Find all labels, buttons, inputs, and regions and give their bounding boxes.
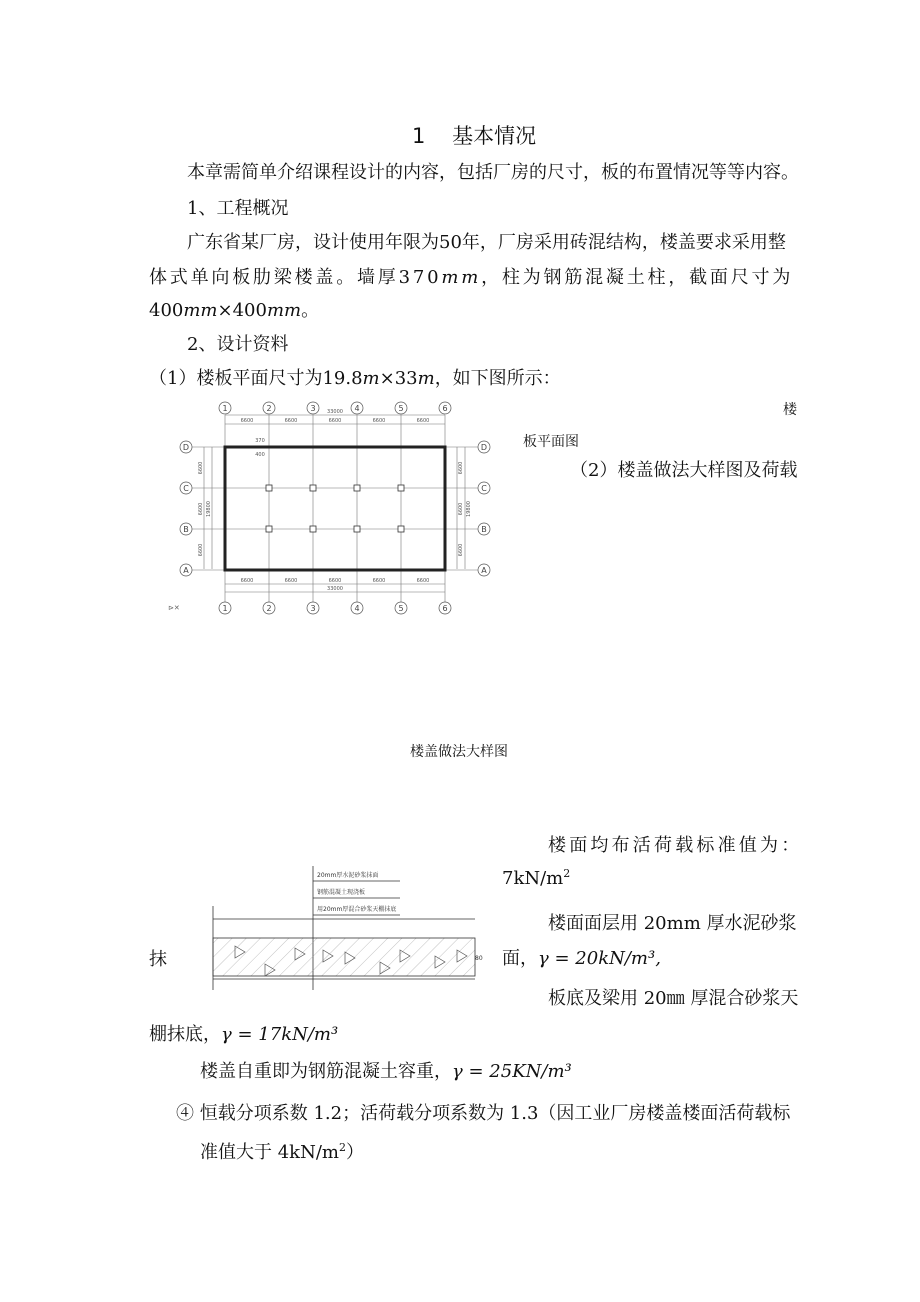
axis-label-x: 1 [222,604,228,613]
section-heading-design: 2、设计资料 [187,334,289,355]
dim-total-bottom: 33000 [327,586,343,592]
dim-left: 6600 [198,502,204,516]
dim-left: 6600 [198,543,204,557]
axis-label-x: 4 [354,604,360,613]
floor-detail-drawing [205,866,490,996]
axis-label-x: 2 [266,404,272,413]
chapter-heading [412,120,536,150]
axis-label-y: C [481,484,487,493]
axis-label-y: D [480,443,488,452]
axis-label-y: A [183,566,189,575]
axis-label-x: 1 [222,404,228,413]
axis-label-x: 4 [354,404,360,413]
layer-label-slab: 钢筋混凝土现浇板 [317,889,366,896]
axis-label-x: 6 [442,404,448,413]
floor-plan-drawing [160,398,510,618]
dim-bottom: 6600 [372,578,386,584]
axis-label-x: 2 [266,604,272,613]
dim-top: 6600 [328,418,342,424]
dim-right: 6600 [458,543,464,557]
axis-label-x: 6 [442,604,448,613]
section-heading-overview: 1、工程概况 [187,198,289,219]
dim-total-right: 19800 [466,501,472,517]
dim-total-left: 19800 [206,501,212,517]
dim-bottom: 6600 [284,578,298,584]
axis-label-y: B [183,525,189,534]
north-symbol: ⊳✕ [168,604,180,612]
dim-total-top: 33000 [327,409,343,415]
overview-line-2: 体式单向板肋梁楼盖。墙厚370mm，柱为钢筋混凝土柱，截面尺寸为 [149,267,794,288]
axis-label-x: 5 [398,404,404,413]
dim-top: 6600 [284,418,298,424]
dim-right: 6600 [458,461,464,475]
layer-label-ceiling: 用20mm厚混合砂浆天棚抹底 [317,906,397,913]
design-item-2: （2）楼盖做法大样图及荷载 [570,460,798,481]
dim-right: 6600 [458,502,464,516]
chapter-title: 基本情况 [452,124,537,148]
surface-layer-gamma: 面，γ = 20kN/m³, [502,948,661,969]
design-item-1: （1）楼板平面尺寸为19.8m×33m，如下图所示： [149,368,561,389]
chapter-number: 1 [412,124,426,148]
axis-label-x: 3 [310,404,316,413]
load-factor-line-1: ④ 恒载分项系数 1.2；活荷载分项系数为 1.3（因工业厂房楼盖楼面活荷载标 [176,1103,791,1124]
dim-bottom: 6600 [328,578,342,584]
load-factor-line-2: 准值大于 $4kN/m^2$） [200,1141,364,1163]
axis-label-y: A [481,566,487,575]
ceiling-layer-line: 板底及梁用 20㎜ 厚混合砂浆天 [548,988,799,1009]
plan-caption-part-a: 楼 [783,402,797,418]
axis-label-x: 3 [310,604,316,613]
plan-caption-part-b: 板平面图 [523,434,579,450]
axis-label-x: 5 [398,604,404,613]
live-load-value: $7kN/m^2$ [502,867,571,889]
dim-top: 6600 [240,418,254,424]
wall-tag: 370 [255,438,265,444]
layer-label-surface: 20mm厚水泥砂浆抹面 [317,872,379,879]
ceiling-layer-gamma: 棚抹底，γ = 17kN/m³ [149,1024,339,1045]
axis-label-y: C [183,484,189,493]
live-load-label: 楼面均布活荷载标准值为： [548,835,803,856]
axis-label-y: B [481,525,487,534]
overview-line-3: 400mm×400mm。 [149,300,320,321]
wall-outline [225,447,445,570]
self-weight-line: 楼盖自重即为钢筋混凝土容重，γ = 25KN/m³ [200,1061,572,1082]
detail-caption: 楼盖做法大样图 [410,744,508,760]
dim-left: 6600 [198,461,204,475]
intro-paragraph: 本章需简单介绍课程设计的内容，包括厂房的尺寸，板的布置情况等等内容。 [187,162,799,183]
dim-bottom: 6600 [416,578,430,584]
dim-bottom: 6600 [240,578,254,584]
column-markers [266,485,404,532]
surface-layer-char: 抹 [149,949,167,970]
dim-top: 6600 [416,418,430,424]
surface-layer-line: 楼面面层用 20mm 厚水泥砂浆 [548,913,797,934]
concrete-slab [213,938,475,976]
dim-top: 6600 [372,418,386,424]
axis-label-y: D [182,443,190,452]
column-tag: 400 [255,452,265,458]
slab-thickness-dim: 80 [475,955,483,962]
overview-line-1: 广东省某厂房，设计使用年限为50年，厂房采用砖混结构，楼盖要求采用整 [187,232,786,253]
